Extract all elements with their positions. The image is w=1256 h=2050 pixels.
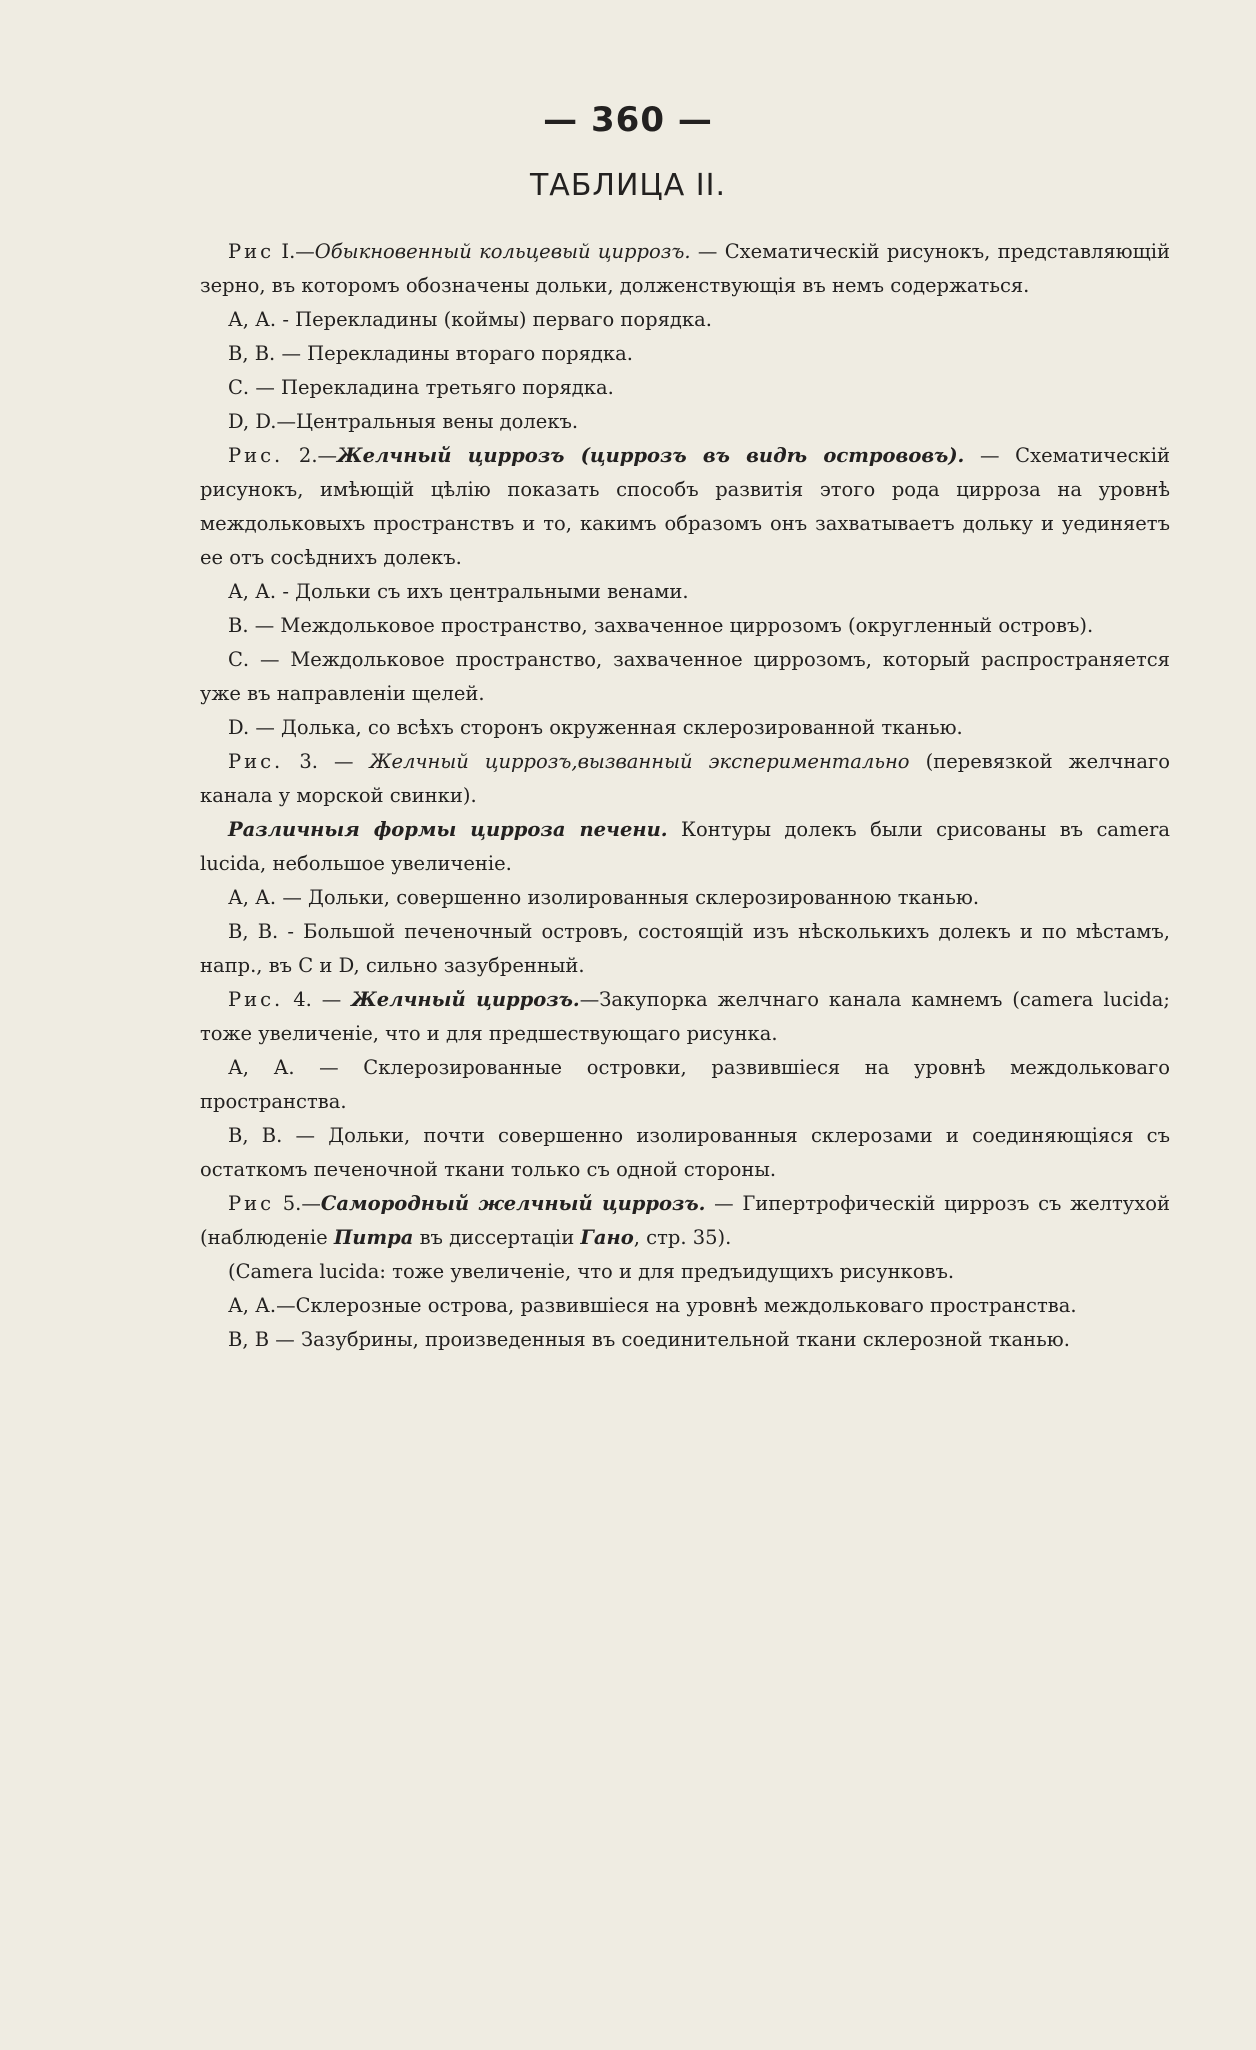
figure-2-item: D. — Долька, со всѣхъ сторонъ окруженная склерозированной тканью. xyxy=(228,716,963,739)
figure-title: Желчный циррозъ. xyxy=(351,988,580,1011)
figure-title: Желчный циррозъ,вызванный экспериментально xyxy=(369,750,910,773)
author-name: Питра xyxy=(333,1226,414,1249)
figure-text: — Схематическій рисунокъ, представляющій зерно, въ которомъ обозначены дольки, долженствующія въ немъ содержаться. xyxy=(200,240,1170,297)
figure-number: 4. — xyxy=(293,988,342,1011)
figure-subtitle: Различныя формы цирроза печени. xyxy=(228,818,668,841)
figure-1-item: D, D.—Центральныя вены долекъ. xyxy=(228,410,579,433)
page-number: — 360 — xyxy=(543,100,713,140)
page-content xyxy=(200,235,1170,1357)
figure-3-caption xyxy=(200,745,1170,813)
figure-label: Рис xyxy=(228,1192,275,1215)
figure-2-item: В. — Междольковое пространство, захваченное циррозомъ (округленный островъ). xyxy=(228,614,1094,637)
figure-title: Обыкновенный кольцевый циррозъ. xyxy=(314,240,691,263)
figure-number: 2.— xyxy=(298,444,338,467)
figure-4-item: В, В. — Дольки, почти совершенно изолированныя склерозами и соединяющіяся съ остаткомъ печеночной ткани только съ одной стороны. xyxy=(200,1124,1170,1181)
figure-text: въ диссертаціи xyxy=(413,1226,581,1249)
figure-1-item: С. — Перекладина третьяго порядка. xyxy=(228,376,614,399)
figure-dash: — xyxy=(295,240,315,263)
figure-subtext: Контуры долекъ были срисованы въ camera lucida, небольшое увеличеніе. xyxy=(200,818,1170,875)
figure-number: 5.— xyxy=(282,1192,321,1215)
figure-4-item: А, А. — Склерозированные островки, развившіеся на уровнѣ междольковаго пространства. xyxy=(200,1056,1170,1113)
figure-1-item: В, В. — Перекладины втораго порядка. xyxy=(228,342,633,365)
figure-4-caption xyxy=(200,983,1170,1051)
figure-text: , стр. 35). xyxy=(633,1226,732,1249)
figure-text: —Закупорка желчнаго канала камнемъ (camera lucida; тоже увеличеніе, что и для предшествующаго рисунка. xyxy=(200,988,1171,1045)
figure-label: Рис. xyxy=(228,444,284,467)
figure-3-subcaption xyxy=(200,813,1170,881)
figure-label: Рис. xyxy=(228,750,284,773)
figure-2-item: С. — Междольковое пространство, захваченное циррозомъ, который распространяется уже въ направленіи щелей. xyxy=(200,648,1170,705)
figure-text: — Гипертрофическій циррозъ съ желтухой (наблюденіе xyxy=(200,1192,1170,1249)
figure-text: (перевязкой желчнаго канала у морской свинки). xyxy=(200,750,1170,807)
figure-2-item: А, А. - Дольки съ ихъ центральными венами. xyxy=(228,580,689,603)
figure-5-item: А, А.—Склерозные острова, развившіеся на уровнѣ междольковаго пространства. xyxy=(228,1294,1077,1317)
figure-1-item: А, А. - Перекладины (коймы) перваго порядка. xyxy=(228,308,712,331)
figure-3-item: А, А. — Дольки, совершенно изолированныя склерозированною тканью. xyxy=(228,886,980,909)
figure-5-caption xyxy=(200,1187,1170,1255)
figure-label: Рис xyxy=(228,240,275,263)
table-title: ТАБЛИЦА II. xyxy=(529,168,726,203)
figure-title: Желчный циррозъ (циррозъ въ видѣ острововъ). xyxy=(337,444,965,467)
figure-1-caption xyxy=(200,235,1170,303)
figure-title: Самородный желчный циррозъ. xyxy=(320,1192,706,1215)
figure-5-item: В, В — Зазубрины, произведенныя въ соединительной ткани склерозной тканью. xyxy=(228,1328,1070,1351)
figure-text: — Схематическій рисунокъ, имѣющій цѣлію показать способъ развитія этого рода цирроза на уровнѣ междольковыхъ пространствъ и то, какимъ образомъ онъ захватываетъ дольку и уединяетъ ее отъ сосѣднихъ долекъ. xyxy=(200,444,1170,569)
figure-number: I. xyxy=(281,240,296,263)
figure-5-item: (Camera lucida: тоже увеличеніе, что и для предъидущихъ рисунковъ. xyxy=(228,1260,955,1283)
figure-label: Рис. xyxy=(228,988,284,1011)
figure-3-item: В, В. - Большой печеночный островъ, состоящій изъ нѣсколькихъ долекъ и по мѣстамъ, напр., въ С и D, сильно зазубренный. xyxy=(200,920,1170,977)
author-name: Гано xyxy=(580,1226,634,1249)
figure-number: 3. — xyxy=(299,750,354,773)
figure-2-caption xyxy=(200,439,1170,575)
